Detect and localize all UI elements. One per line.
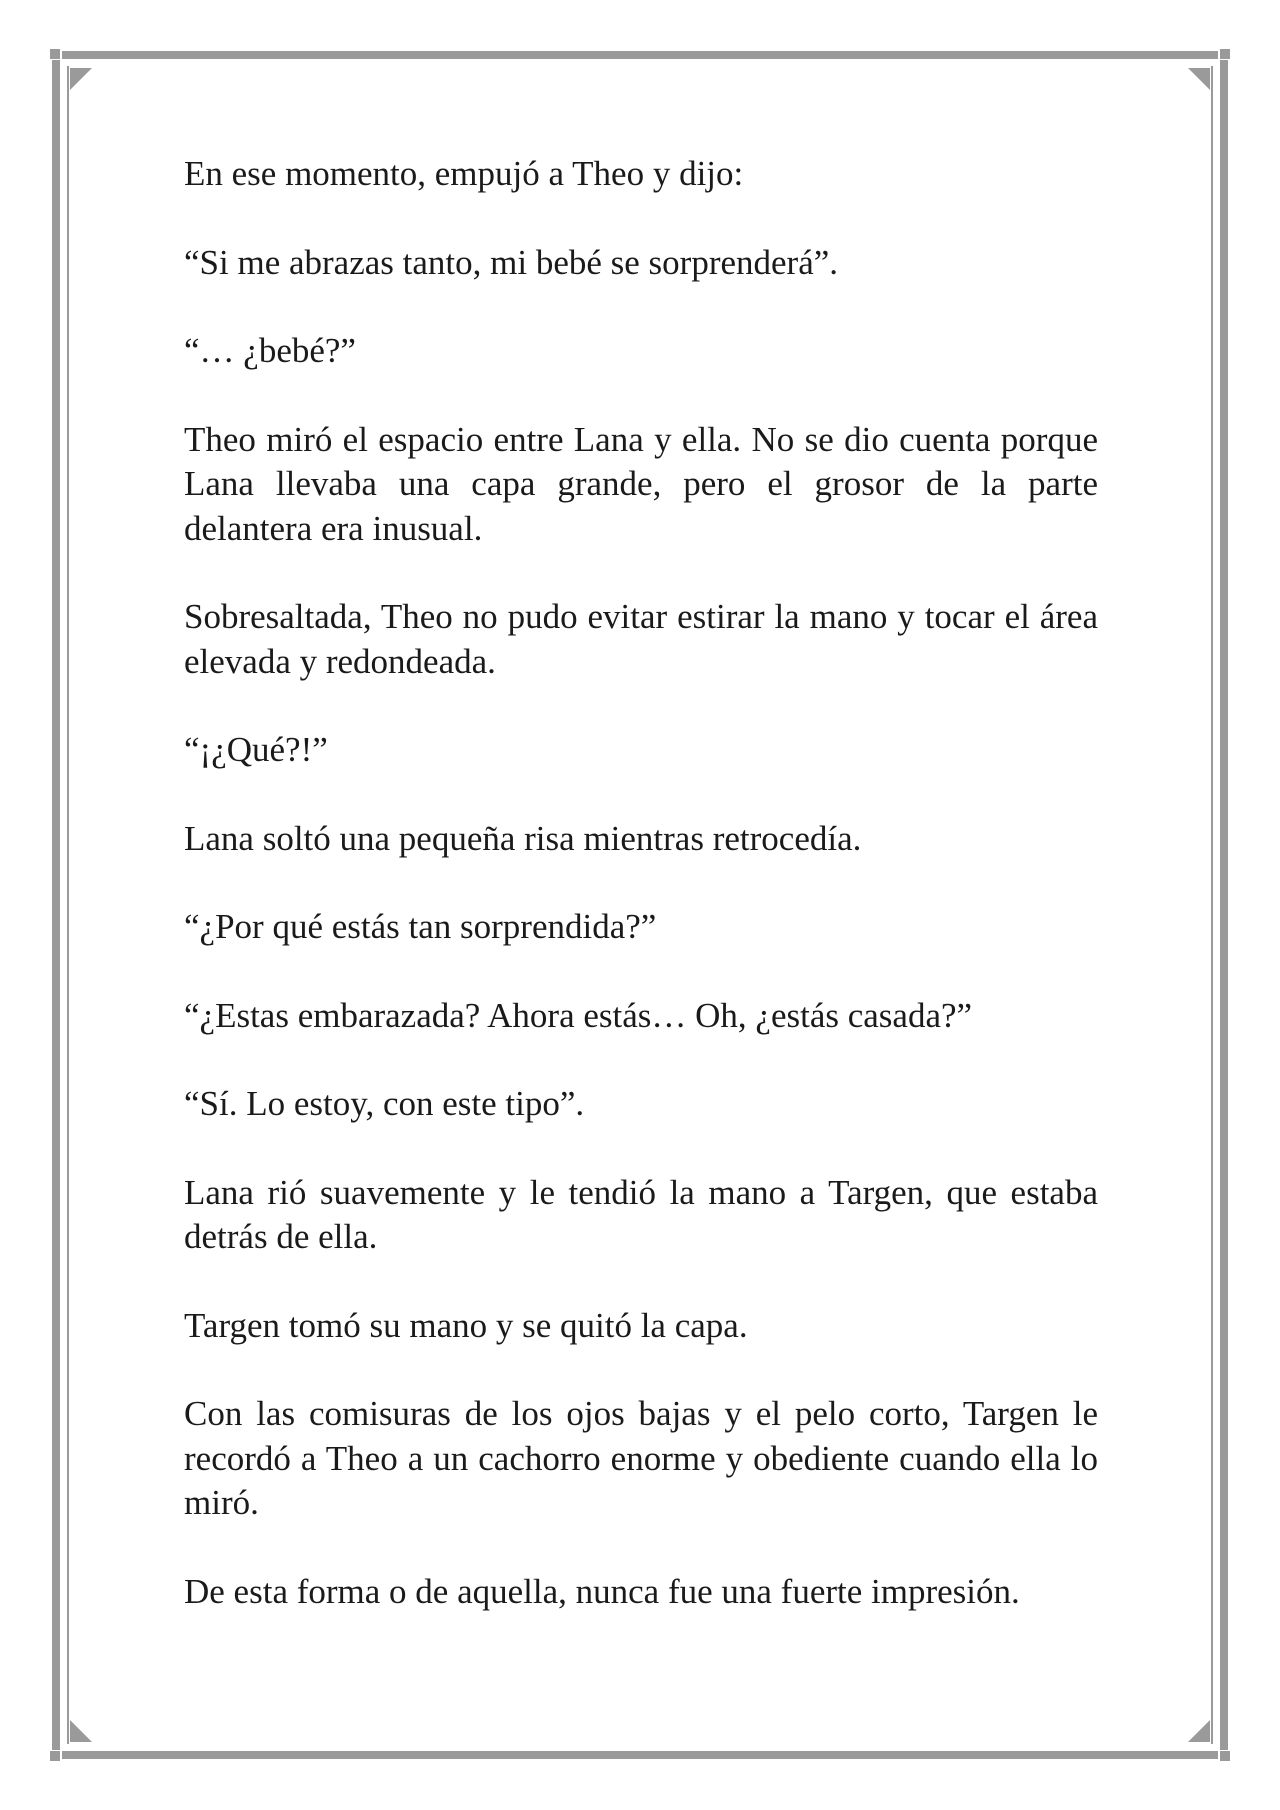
corner-square-tr bbox=[1220, 49, 1230, 59]
paragraph: “¡¿Qué?!” bbox=[184, 730, 328, 769]
paragraph: “Si me abrazas tanto, mi bebé se sorprenderá”. bbox=[184, 242, 839, 282]
paragraph: Lana rió suavemente y le tendió la mano a Targen, que estaba detrás de ella. bbox=[184, 1172, 1098, 1256]
corner-triangle-tl bbox=[70, 68, 92, 90]
border-right-bar bbox=[1220, 60, 1228, 1750]
corner-triangle-br bbox=[1188, 1720, 1210, 1742]
corner-square-br bbox=[1220, 1751, 1230, 1761]
paragraph: “¿Estas embarazada? Ahora estás… Oh, ¿estás casada?” bbox=[184, 995, 973, 1035]
corner-triangle-tr bbox=[1188, 68, 1210, 90]
border-top-bar bbox=[62, 51, 1218, 59]
paragraph: Con las comisuras de los ojos bajas y el pelo corto, Targen le recordó a Theo a un cachorro enorme y obediente cuando ella lo miró. bbox=[184, 1394, 1098, 1522]
corner-square-bl bbox=[50, 1751, 60, 1761]
paragraph: En ese momento, empujó a Theo y dijo: bbox=[184, 154, 744, 193]
paragraph: “¿Por qué estás tan sorprendida?” bbox=[184, 907, 657, 946]
document-body bbox=[184, 152, 1098, 1614]
paragraph: “Sí. Lo estoy, con este tipo”. bbox=[184, 1084, 585, 1123]
paragraph: De esta forma o de aquella, nunca fue una fuerte impresión. bbox=[184, 1571, 1020, 1611]
paragraph: Sobresaltada, Theo no pudo evitar estirar la mano y tocar el área elevada y redondeada. bbox=[184, 597, 1098, 681]
paragraph: Lana soltó una pequeña risa mientras retrocedía. bbox=[184, 818, 862, 858]
corner-square-tl bbox=[50, 49, 60, 59]
border-left-bar bbox=[52, 60, 60, 1750]
paragraph: Theo miró el espacio entre Lana y ella. No se dio cuenta porque Lana llevaba una capa grande, pero el grosor de la parte delantera era inusual. bbox=[184, 419, 1098, 548]
corner-triangle-bl bbox=[70, 1720, 92, 1742]
paragraph: “… ¿bebé?” bbox=[184, 331, 356, 370]
border-bottom-bar bbox=[62, 1751, 1218, 1759]
paragraph: Targen tomó su mano y se quitó la capa. bbox=[184, 1305, 748, 1345]
